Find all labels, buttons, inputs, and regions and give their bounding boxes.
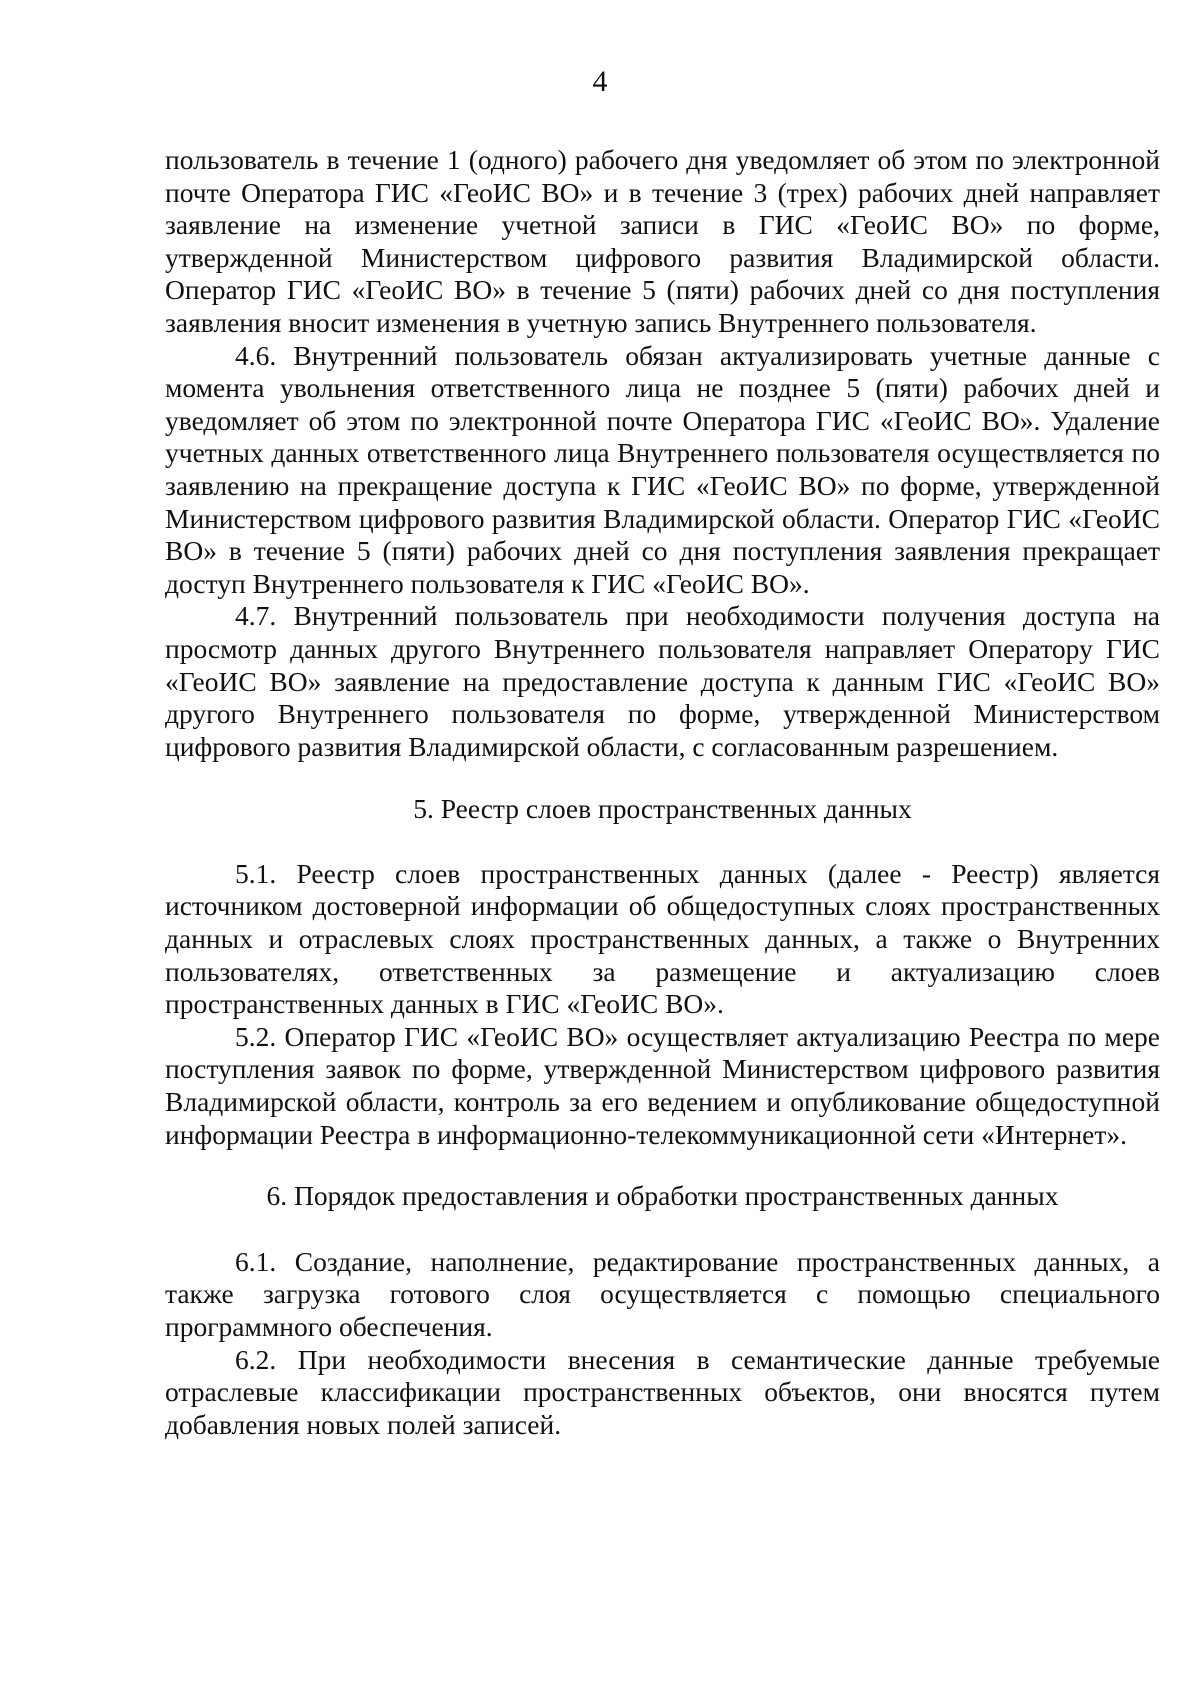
paragraph-4-7: 4.7. Внутренний пользователь при необходимости получения доступа на просмотр данных другого Внутреннего пользователя направляет Оператору ГИС «ГеоИС ВО» заявление на предоставление доступа к данным ГИС «ГеоИС ВО» другого Внутреннего пользователя по форме, утвержденной Министерством цифрового развития Владимирской области, с согласованным разрешением. bbox=[165, 600, 1160, 762]
page-number: 4 bbox=[592, 65, 608, 98]
paragraph-4-6: 4.6. Внутренний пользователь обязан актуализировать учетные данные с момента увольнения ответственного лица не позднее 5 (пяти) рабочих дней и уведомляет об этом по электронной почте Оператора ГИС «ГеоИС ВО». Удаление учетных данных ответственного лица Внутреннего пользователя осуществляется по заявлению на прекращение доступа к ГИС «ГеоИС ВО» по форме, утвержденной Министерством цифрового развития Владимирской области. Оператор ГИС «ГеоИС ВО» в течение 5 (пяти) рабочих дней со дня поступления заявления прекращает доступ Внутреннего пользователя к ГИС «ГеоИС ВО». bbox=[165, 339, 1160, 599]
section-heading-6: 6. Порядок предоставления и обработки пространственных данных bbox=[266, 1180, 1059, 1212]
paragraph-6-1: 6.1. Создание, наполнение, редактирование пространственных данных, а также загрузка готового слоя осуществляется с помощью специального программного обеспечения. bbox=[165, 1245, 1160, 1342]
paragraph-6-2: 6.2. При необходимости внесения в семантические данные требуемые отраслевые классификации пространственных объектов, они вносятся путем добавления новых полей записей. bbox=[165, 1343, 1160, 1440]
section-heading-5: 5. Реестр слоев пространственных данных bbox=[413, 793, 912, 825]
document-body bbox=[165, 144, 1160, 1441]
paragraph-5-2: 5.2. Оператор ГИС «ГеоИС ВО» осуществляет актуализацию Реестра по мере поступления заявок по форме, утвержденной Министерством цифрового развития Владимирской области, контроль за его ведением и опубликование общедоступной информации Реестра в информационно-телекоммуникационной сети «Интернет». bbox=[165, 1020, 1160, 1150]
paragraph-5-1: 5.1. Реестр слоев пространственных данных (далее - Реестр) является источником достоверной информации об общедоступных слоях пространственных данных и отраслевых слоях пространственных данных, а также о Внутренних пользователях, ответственных за размещение и актуализацию слоев пространственных данных в ГИС «ГеоИС ВО». bbox=[165, 857, 1160, 1020]
paragraph-continuation: пользователь в течение 1 (одного) рабочего дня уведомляет об этом по электронной почте Оператора ГИС «ГеоИС ВО» и в течение 3 (трех) рабочих дней направляет заявление на изменение учетной записи в ГИС «ГеоИС ВО» по форме, утвержденной Министерством цифрового развития Владимирской области. Оператор ГИС «ГеоИС ВО» в течение 5 (пяти) рабочих дней со дня поступления заявления вносит изменения в учетную запись Внутреннего пользователя. bbox=[165, 144, 1160, 338]
